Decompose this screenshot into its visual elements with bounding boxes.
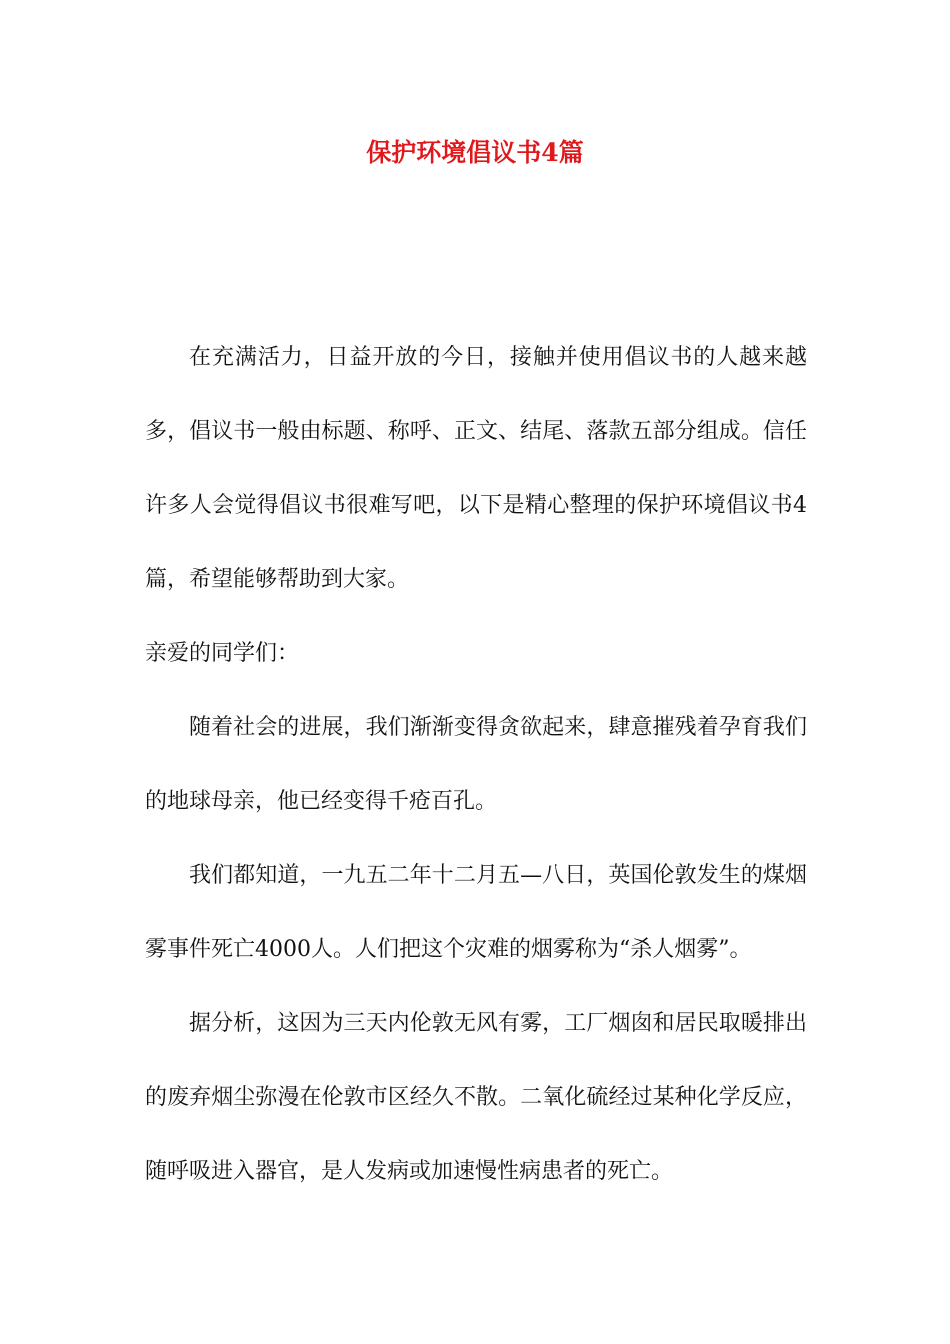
- intro-paragraph: 在充满活力，日益开放的今日，接触并使用倡议书的人越来越多，倡议书一般由标题、称呼、正文、结尾、落款五部分组成。信任许多人会觉得倡议书很难写吧，以下是精心整理的保护环境倡议书4篇，希望能够帮助到大家。: [145, 345, 807, 592]
- document-body: [145, 321, 807, 1209]
- document-title: 保护环境倡议书4篇: [366, 138, 584, 167]
- body-paragraph-1: 随着社会的进展，我们渐渐变得贪欲起来，肆意摧残着孕育我们的地球母亲，他已经变得千疮百孔。: [145, 715, 807, 814]
- body-paragraph-3: 据分析，这因为三天内伦敦无风有雾，工厂烟囱和居民取暖排出的废弃烟尘弥漫在伦敦市区经久不散。二氧化硫经过某种化学反应，随呼吸进入器官，是人发病或加速慢性病患者的死亡。: [145, 1011, 807, 1184]
- body-paragraph-2: 我们都知道，一九五二年十二月五—八日，英国伦敦发生的煤烟雾事件死亡4000人。人们把这个灾难的烟雾称为“杀人烟雾”。: [145, 863, 807, 962]
- salutation: 亲爱的同学们：: [145, 641, 300, 666]
